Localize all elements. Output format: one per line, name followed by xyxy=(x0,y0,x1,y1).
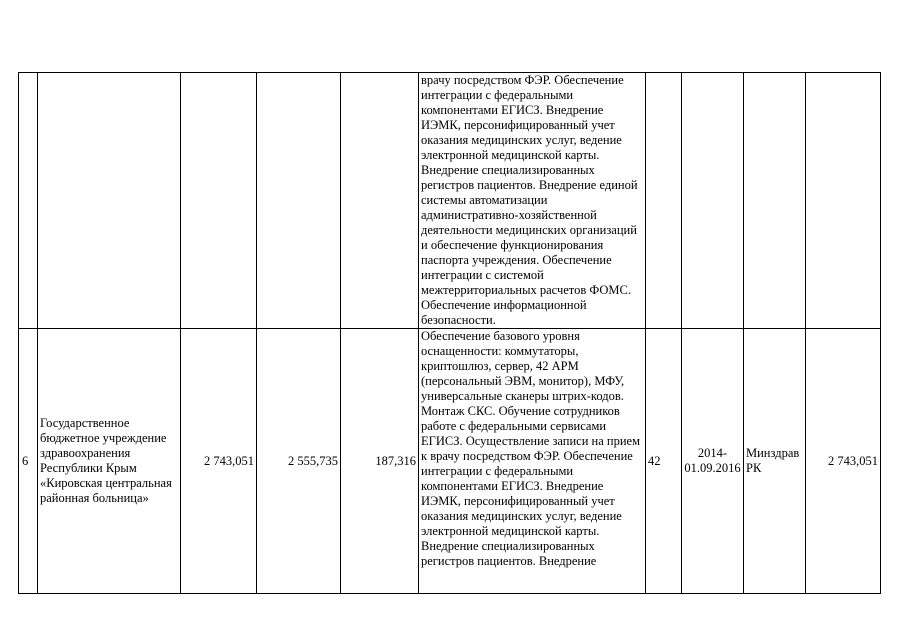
description-cell xyxy=(419,329,646,594)
amount-federal-cell: 2 555,735 xyxy=(257,329,341,594)
organization-cell: Государственное бюджетное учреждение здравоохранения Республики Крым «Кировская центральная районная больница» xyxy=(38,329,181,594)
executor-cell xyxy=(744,73,806,329)
organization-cell xyxy=(38,73,181,329)
final-amount-cell xyxy=(806,73,881,329)
row-number: 6 xyxy=(19,329,38,594)
data-table xyxy=(18,72,881,594)
period-cell: 2014-01.09.2016 xyxy=(682,329,744,594)
amount-federal-cell xyxy=(257,73,341,329)
table-row xyxy=(19,73,881,329)
amount-regional-cell: 187,316 xyxy=(341,329,419,594)
period-cell xyxy=(682,73,744,329)
table-row xyxy=(19,329,881,594)
quantity-cell: 42 xyxy=(646,329,682,594)
description-text: Обеспечение базового уровня оснащенности: коммутаторы, криптошлюз, сервер, 42 АРМ (персональный ЭВМ, монитор), МФУ, универсальные сканеры штрих-кодов. Монтаж СКС. Обучение сотрудников работе с федеральными сервисами ЕГИСЗ. Осуществление записи на прием к врачу посредством ФЭР. Обеспечение интеграции с федеральными компонентами ЕГИСЗ. Внедрение ИЭМК, персонифицированный учет оказания медицинских услуг, ведение электронной медицинской карты. Внедрение специализированных регистров пациентов. Внедрение xyxy=(421,329,640,568)
amount-total-cell: 2 743,051 xyxy=(181,329,257,594)
description-cell xyxy=(419,73,646,329)
amount-total-cell xyxy=(181,73,257,329)
amount-regional-cell xyxy=(341,73,419,329)
quantity-cell xyxy=(646,73,682,329)
final-amount-cell: 2 743,051 xyxy=(806,329,881,594)
row-number xyxy=(19,73,38,329)
description-text: врачу посредством ФЭР. Обеспечение интеграции с федеральными компонентами ЕГИСЗ. Внедрение ИЭМК, персонифицированный учет оказания медицинских услуг, ведение электронной медицинской карты. Внедрение специализированных регистров пациентов. Внедрение единой системы автоматизации административно-хозяйственной деятельности медицинских организаций и обеспечение функционирования паспорта учреждения. Обеспечение интеграции с системой межтерриториальных расчетов ФОМС. Обеспечение информационной безопасности. xyxy=(421,73,638,327)
executor-cell: Минздрав РК xyxy=(744,329,806,594)
